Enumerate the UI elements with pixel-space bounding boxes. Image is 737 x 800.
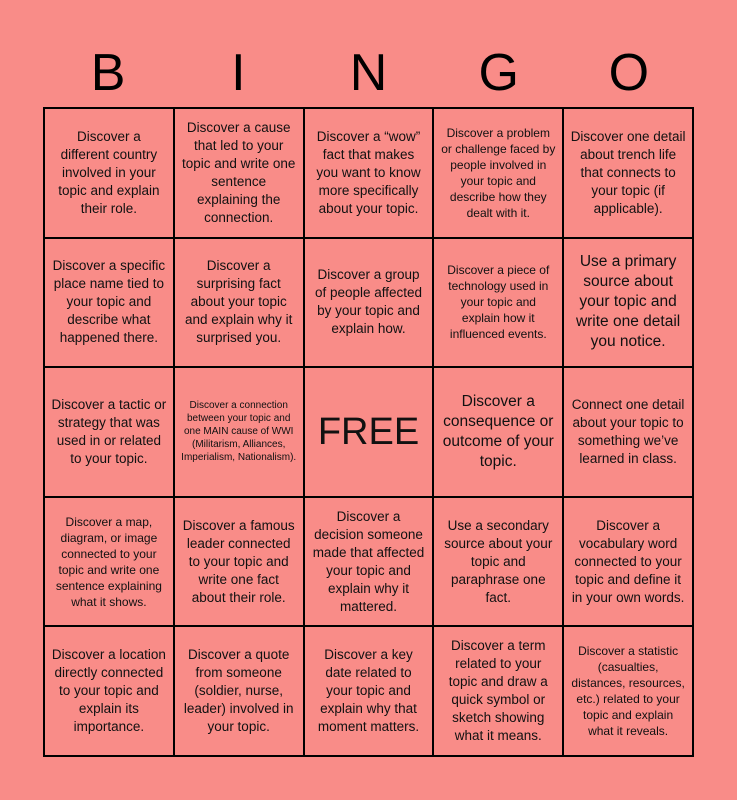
- cell-text: Discover a problem or challenge faced by people involved in your topic and describe how they dealt with it.: [441, 125, 556, 220]
- bingo-cell[interactable]: [305, 498, 433, 626]
- cell-text: Discover a different country involved in your topic and explain their role.: [58, 128, 160, 216]
- bingo-cell[interactable]: [45, 109, 173, 237]
- bingo-cell[interactable]: [434, 109, 562, 237]
- bingo-header: [43, 42, 694, 104]
- cell-text: Discover a specific place name tied to your topic and describe what happened there.: [52, 258, 166, 346]
- cell-text: Discover a map, diagram, or image connected to your topic and write one sentence explaining what it shows.: [55, 514, 162, 609]
- free-space[interactable]: [305, 368, 433, 496]
- bingo-cell[interactable]: [564, 109, 692, 237]
- cell-text: Discover a term related to your topic and draw a quick symbol or sketch showing what it means.: [448, 638, 548, 744]
- bingo-cell[interactable]: [45, 498, 173, 626]
- cell-text: Use a primary source about your topic and write one detail you notice.: [575, 253, 681, 351]
- cell-text: Discover one detail about trench life that connects to your topic (if applicable).: [570, 128, 686, 216]
- bingo-cell[interactable]: [305, 239, 433, 367]
- cell-text: Discover a cause that led to your topic and write one sentence explaining the connection.: [182, 119, 296, 225]
- cell-text: Discover a quote from someone (soldier, nurse, leader) involved in your topic.: [183, 647, 294, 735]
- bingo-cell[interactable]: [45, 239, 173, 367]
- cell-text: Discover a decision someone made that affected your topic and explain why it mattered.: [312, 508, 425, 614]
- cell-text: Discover a famous leader connected to your topic and write one fact about their role.: [182, 517, 295, 605]
- header-letter-b: B: [90, 44, 126, 102]
- bingo-cell[interactable]: [434, 627, 562, 755]
- cell-text: Discover a connection between your topic and one MAIN cause of WWI (Militarism, Alliances, Imperialism, Nationalism).: [181, 400, 297, 464]
- bingo-cell[interactable]: [434, 498, 562, 626]
- bingo-board: [43, 107, 694, 757]
- cell-text: Discover a “wow” fact that makes you want to know more specifically about your topic.: [316, 128, 421, 216]
- cell-text: Discover a group of people affected by your topic and explain how.: [314, 267, 423, 337]
- cell-text: Discover a piece of technology used in your topic and explain how it influenced events.: [447, 263, 550, 342]
- free-space-label: FREE: [317, 410, 420, 453]
- bingo-cell[interactable]: [434, 239, 562, 367]
- bingo-cell[interactable]: [175, 368, 303, 496]
- bingo-cell[interactable]: [45, 368, 173, 496]
- cell-text: Discover a location directly connected to your topic and explain its importance.: [51, 647, 166, 735]
- header-letter-o: O: [608, 44, 650, 102]
- bingo-cell[interactable]: [564, 368, 692, 496]
- bingo-cell[interactable]: [564, 239, 692, 367]
- cell-text: Use a secondary source about your topic and paraphrase one fact.: [444, 517, 553, 605]
- cell-text: Discover a surprising fact about your topic and explain why it surprised you.: [185, 258, 293, 346]
- bingo-cell[interactable]: [45, 627, 173, 755]
- bingo-cell[interactable]: [175, 627, 303, 755]
- bingo-cell[interactable]: [305, 109, 433, 237]
- cell-text: Discover a vocabulary word connected to your topic and define it in your own words.: [571, 517, 685, 605]
- cell-text: Discover a key date related to your topic and explain why that moment matters.: [317, 647, 420, 735]
- cell-text: Connect one detail about your topic to something we’ve learned in class.: [571, 396, 685, 466]
- cell-text: Discover a statistic (casualties, distances, resources, etc.) related to your topic and explain what it reveals.: [571, 644, 685, 739]
- header-letter-n: N: [349, 44, 388, 102]
- bingo-cell[interactable]: [564, 498, 692, 626]
- bingo-cell[interactable]: [175, 498, 303, 626]
- bingo-cell[interactable]: [564, 627, 692, 755]
- cell-text: Discover a tactic or strategy that was used in or related to your topic.: [51, 396, 167, 466]
- bingo-cell[interactable]: [305, 627, 433, 755]
- cell-text: Discover a consequence or outcome of your topic.: [442, 392, 554, 470]
- header-letter-i: I: [231, 44, 246, 102]
- bingo-cell[interactable]: [175, 239, 303, 367]
- header-letter-g: G: [478, 44, 519, 102]
- bingo-cell[interactable]: [434, 368, 562, 496]
- bingo-cell[interactable]: [175, 109, 303, 237]
